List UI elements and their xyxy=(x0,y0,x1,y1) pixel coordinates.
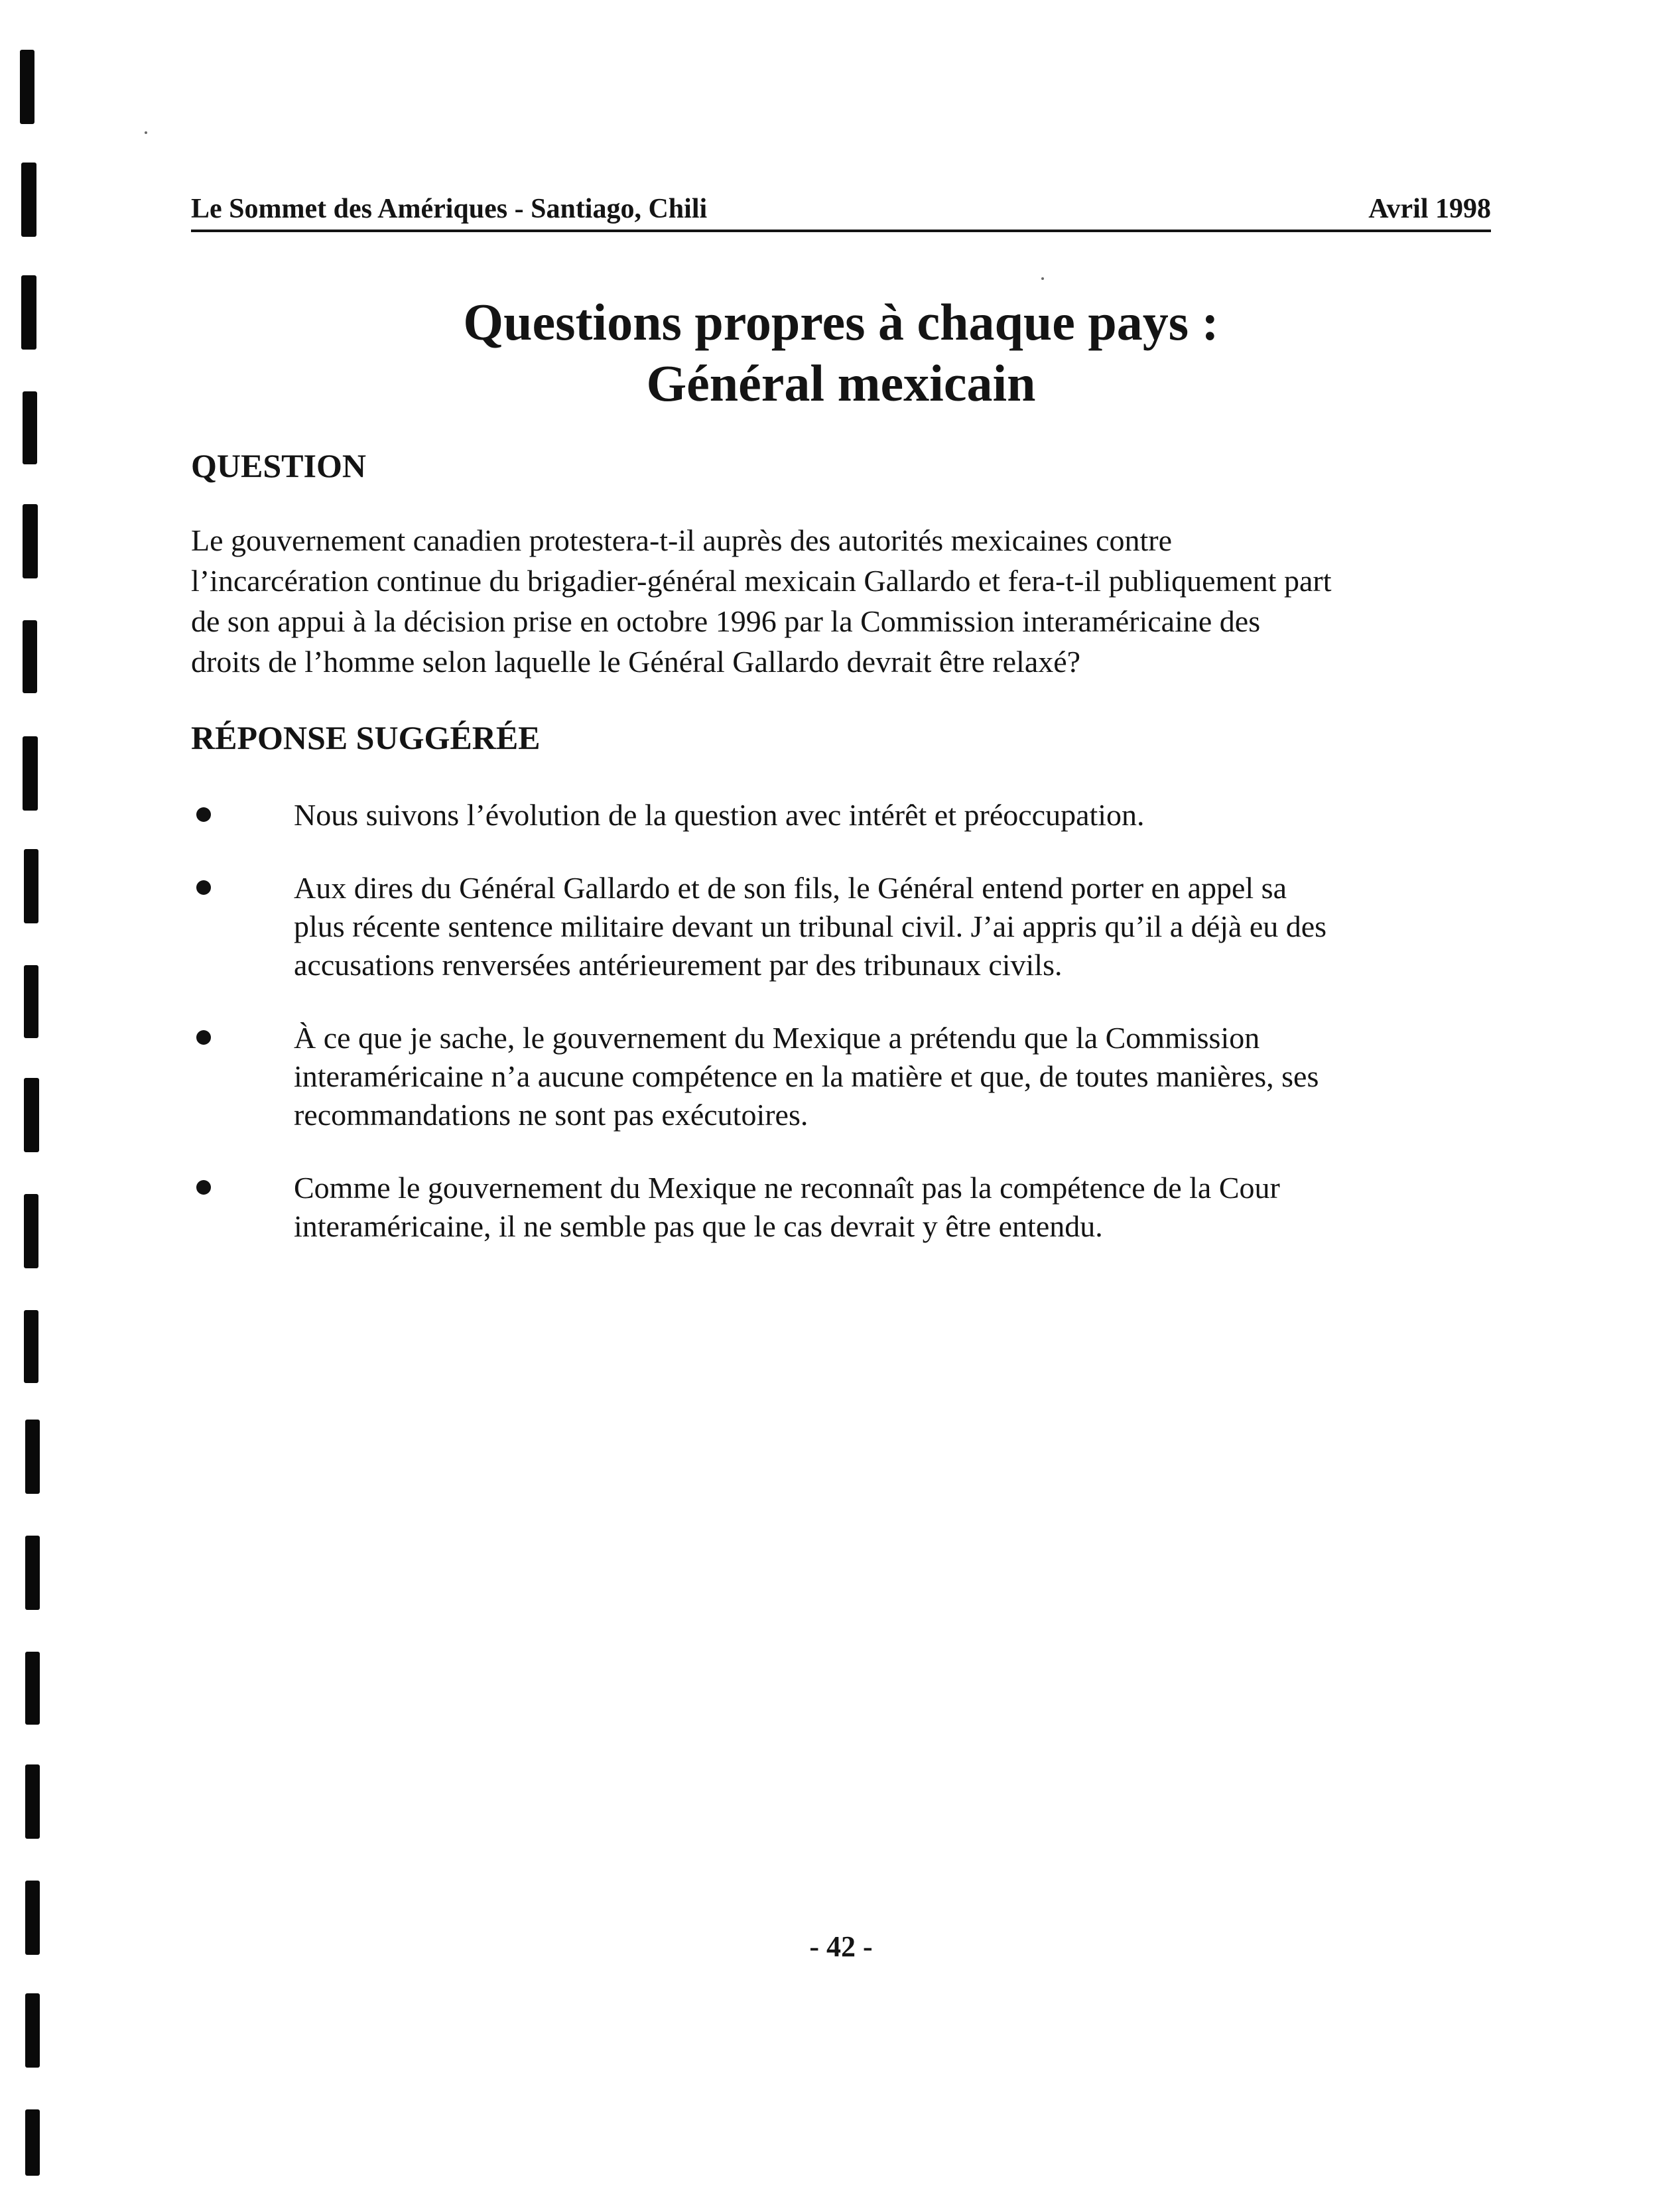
answer-heading: RÉPONSE SUGGÉRÉE xyxy=(191,719,541,756)
bullet-icon xyxy=(196,1030,211,1045)
question-heading: QUESTION xyxy=(191,447,366,484)
answer-list xyxy=(191,796,1491,1280)
scan-dot xyxy=(1041,277,1044,280)
binding-mark xyxy=(24,1310,38,1383)
header-date: Avril 1998 xyxy=(1368,194,1491,224)
page-number: - 42 - xyxy=(809,1930,873,1963)
answer-line: Comme le gouvernement du Mexique ne reconnaît pas la compétence de la Cour xyxy=(294,1171,1280,1205)
binding-mark xyxy=(24,1194,38,1268)
binding-mark xyxy=(25,1652,40,1725)
question-line: Le gouvernement canadien protestera-t-il auprès des autorités mexicaines contre xyxy=(191,523,1173,557)
answer-line: interaméricaine, il ne semble pas que le cas devrait y être entendu. xyxy=(294,1209,1103,1243)
header-event-title: Le Sommet des Amériques - Santiago, Chili xyxy=(191,194,708,224)
scan-dot xyxy=(145,131,147,134)
question-line: de son appui à la décision prise en octobre 1996 par la Commission interaméricaine des xyxy=(191,604,1261,638)
binding-mark xyxy=(23,736,38,811)
question-line: l’incarcération continue du brigadier-général mexicain Gallardo et fera-t-il publiquement part xyxy=(191,564,1332,598)
bullet-icon xyxy=(196,807,211,822)
answer-bullet-item xyxy=(191,796,1491,834)
binding-mark xyxy=(25,1536,40,1610)
answer-line: plus récente sentence militaire devant un tribunal civil. J’ai appris qu’il a déjà eu des xyxy=(294,909,1327,943)
answer-bullet-item xyxy=(191,869,1491,984)
page-title xyxy=(191,292,1491,414)
answer-bullet-item xyxy=(191,1169,1491,1246)
binding-mark xyxy=(25,2109,40,2176)
answer-line: À ce que je sache, le gouvernement du Mexique a prétendu que la Commission xyxy=(294,1021,1260,1055)
binding-mark xyxy=(21,275,36,350)
binding-mark xyxy=(25,1881,40,1955)
question-line: droits de l’homme selon laquelle le Général Gallardo devrait être relaxé? xyxy=(191,645,1081,679)
binding-mark xyxy=(23,391,37,464)
binding-mark xyxy=(21,163,36,237)
binding-mark xyxy=(25,1764,40,1839)
answer-bullet-item xyxy=(191,1019,1491,1134)
binding-mark xyxy=(23,620,37,693)
answer-line: recommandations ne sont pas exécutoires. xyxy=(294,1098,808,1132)
page-title-line-2: Général mexicain xyxy=(646,354,1036,412)
binding-marks xyxy=(0,0,80,2189)
binding-mark xyxy=(23,504,38,578)
bullet-icon xyxy=(196,1180,211,1195)
answer-line: accusations renversées antérieurement par des tribunaux civils. xyxy=(294,948,1063,982)
binding-mark xyxy=(24,1078,39,1152)
binding-mark xyxy=(24,965,38,1038)
binding-mark xyxy=(25,1420,40,1494)
answer-line: interaméricaine n’a aucune compétence en la matière et que, de toutes manières, ses xyxy=(294,1059,1319,1093)
bullet-icon xyxy=(196,880,211,895)
binding-mark xyxy=(24,849,38,923)
answer-line: Nous suivons l’évolution de la question avec intérêt et préoccupation. xyxy=(294,798,1145,832)
answer-line: Aux dires du Général Gallardo et de son fils, le Général entend porter en appel sa xyxy=(294,871,1287,905)
question-text xyxy=(191,520,1491,682)
binding-mark xyxy=(20,50,34,124)
binding-mark xyxy=(25,1993,40,2068)
page-title-line-1: Questions propres à chaque pays : xyxy=(463,293,1219,351)
running-header xyxy=(191,188,1491,232)
